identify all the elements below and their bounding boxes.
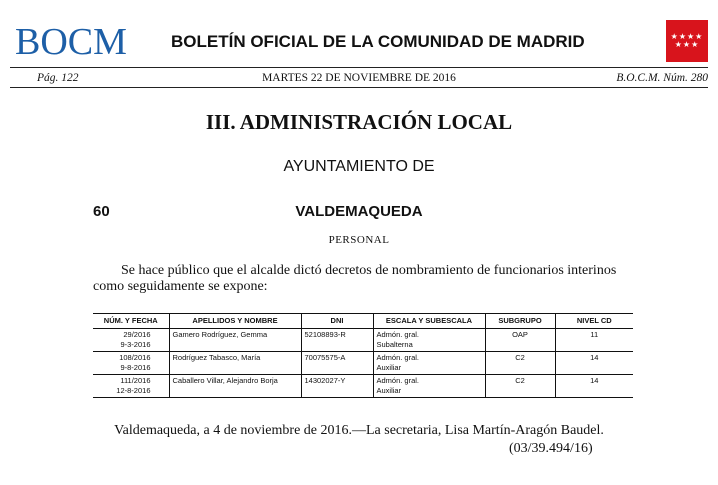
scale-line: Admón. gral. [376, 376, 420, 385]
journal-title: BOLETÍN OFICIAL DE LA COMUNIDAD DE MADRID [171, 32, 585, 51]
header-level: NIVEL CD [555, 314, 633, 329]
issue-number: B.O.C.M. Núm. 280 [616, 72, 708, 84]
decree-date: 9-3-2016 [120, 340, 151, 349]
header-scale: ESCALA Y SUBESCALA [373, 314, 485, 329]
cell-level: 11 [555, 329, 633, 352]
page-number: Pág. 122 [37, 72, 79, 84]
cell-level: 14 [555, 375, 633, 398]
entry-body: Se hace público que el alcalde dictó decretos de nombramiento de funcionarios interinos como seguidamente se expone: [93, 263, 617, 294]
table-row [93, 375, 633, 398]
organization-heading: AYUNTAMIENTO DE [283, 158, 435, 175]
header-dni: DNI [301, 314, 373, 329]
entry-number: 60 [93, 203, 110, 220]
subscale-line: Auxiliar [376, 386, 402, 395]
cell-scale [373, 352, 485, 375]
cell-subgroup: C2 [485, 352, 555, 375]
scale-line: Admón. gral. [376, 330, 420, 339]
subscale-line: Subalterna [376, 340, 413, 349]
entry-subject: PERSONAL [328, 234, 390, 246]
header-num-date: NÚM. Y FECHA [93, 314, 169, 329]
town-heading: VALDEMAQUEDA [295, 203, 423, 220]
cell-num-date [93, 329, 169, 352]
cell-name: Rodríguez Tabasco, María [169, 352, 301, 375]
header-rule-top [10, 67, 708, 68]
decree-number: 29/2016 [123, 330, 151, 339]
subscale-line: Auxiliar [376, 363, 402, 372]
cell-dni: 14302027-Y [301, 375, 373, 398]
signature-line: Valdemaqueda, a 4 de noviembre de 2016.—La secretaria, Lisa Martín-Aragón Baudel. [114, 423, 604, 438]
reference-code: (03/39.494/16) [509, 441, 593, 456]
flag-stars: ★★★★ ★★★ [670, 32, 704, 49]
header-subgroup: SUBGRUPO [485, 314, 555, 329]
decree-number: 111/2016 [120, 376, 151, 385]
cell-num-date [93, 352, 169, 375]
table-row [93, 352, 633, 375]
bocm-logo: BOCM [15, 21, 127, 63]
header-rule-bottom [10, 87, 708, 88]
cell-subgroup: OAP [485, 329, 555, 352]
cell-dni: 70075575-A [301, 352, 373, 375]
cell-scale [373, 375, 485, 398]
cell-name: Caballero Villar, Alejandro Borja [169, 375, 301, 398]
table-row [93, 329, 633, 352]
madrid-flag-icon [666, 20, 708, 62]
scale-line: Admón. gral. [376, 353, 420, 362]
cell-dni: 52108893-R [301, 329, 373, 352]
cell-subgroup: C2 [485, 375, 555, 398]
decree-date: 12-8-2016 [116, 386, 151, 395]
appointments-table [93, 313, 633, 398]
section-heading: III. ADMINISTRACIÓN LOCAL [205, 110, 513, 134]
table-header-row [93, 314, 633, 329]
cell-num-date [93, 375, 169, 398]
header-name: APELLIDOS Y NOMBRE [169, 314, 301, 329]
cell-scale [373, 329, 485, 352]
decree-date: 9-8-2016 [120, 363, 151, 372]
decree-number: 108/2016 [119, 353, 151, 362]
issue-date: MARTES 22 DE NOVIEMBRE DE 2016 [262, 72, 456, 84]
cell-name: Gamero Rodríguez, Gemma [169, 329, 301, 352]
cell-level: 14 [555, 352, 633, 375]
